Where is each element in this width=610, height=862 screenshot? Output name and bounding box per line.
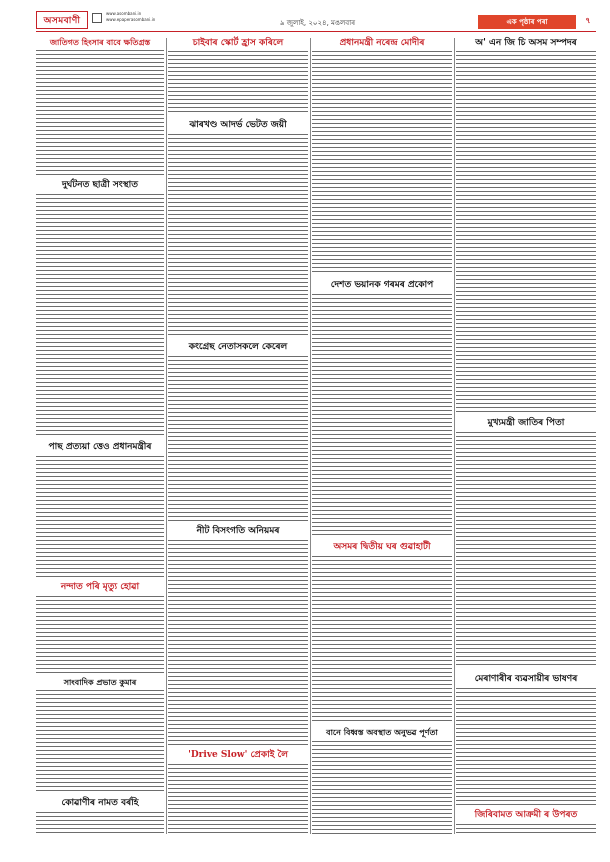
web-icon bbox=[92, 13, 102, 23]
article-body bbox=[36, 456, 164, 578]
article-body bbox=[36, 50, 164, 176]
headline: পাছ প্ৰত্যয়া ত্তেও প্ৰধানমন্ত্ৰীৰ bbox=[48, 442, 152, 452]
column-3 bbox=[312, 38, 452, 834]
headline: সাংবাদিক প্ৰভাত কুমাৰ bbox=[63, 677, 137, 687]
headline: কংগ্ৰেছ নেতাসকলে কেৰেল bbox=[188, 342, 288, 352]
headline: ঝাৰখণ্ড আদৰ্ভ ভেটত জয়ী bbox=[189, 120, 287, 130]
article-body bbox=[168, 764, 308, 834]
article bbox=[312, 542, 452, 552]
headline: মুখ্যমন্ত্ৰী জাতিৰ পিতা bbox=[487, 418, 565, 428]
headline: 'Drive Slow' প্ৰেকাই লৈ bbox=[188, 750, 288, 760]
article bbox=[456, 674, 596, 684]
masthead bbox=[0, 0, 610, 42]
article-body bbox=[36, 812, 164, 834]
article-body bbox=[36, 194, 164, 438]
headline: মেৰাণাৰীৰ ব্যৱসায়ীৰ ভাষণৰ bbox=[474, 674, 578, 684]
article-body bbox=[312, 51, 452, 275]
headline: জিৰিবামত আক্ৰমী ৰ উপৰত bbox=[474, 810, 578, 820]
article bbox=[312, 280, 452, 290]
headline: চাইবাৰ স্কোৰ্ট হ্ৰাস কৰিলে bbox=[192, 38, 284, 48]
headline: জাতিগত হিংসাৰ বাবে ক্ষতিগ্ৰস্ত bbox=[49, 37, 151, 47]
article-body bbox=[36, 596, 164, 674]
article bbox=[456, 38, 596, 48]
column-divider bbox=[166, 38, 167, 834]
article bbox=[168, 38, 308, 48]
column-divider bbox=[310, 38, 311, 834]
article bbox=[456, 418, 596, 428]
issue-date: ৯ জুলাই, ২০২৪, মঙলবাৰ bbox=[280, 19, 356, 27]
article bbox=[36, 678, 164, 687]
article bbox=[312, 38, 452, 48]
column-1 bbox=[36, 38, 164, 834]
article bbox=[36, 442, 164, 452]
article-body bbox=[312, 294, 452, 538]
article-body bbox=[456, 688, 596, 806]
article-body bbox=[456, 51, 596, 413]
article bbox=[168, 750, 308, 760]
headline: বানে বিধ্বস্ত অবস্থাত অনুভৱ পূৰ্ণতা bbox=[326, 727, 438, 737]
article bbox=[36, 798, 164, 808]
article bbox=[168, 342, 308, 352]
column-2 bbox=[168, 38, 308, 834]
website-line-1: www.asombani.in bbox=[106, 11, 142, 16]
continued-banner: এক পৃষ্ঠাৰ পৰা bbox=[478, 15, 576, 29]
article bbox=[168, 120, 308, 130]
article-body bbox=[312, 741, 452, 834]
article bbox=[36, 38, 164, 47]
article bbox=[168, 526, 308, 536]
headline: প্ৰধানমন্ত্ৰী নৰেন্দ্ৰ মোদীৰ bbox=[339, 38, 425, 48]
masthead-rule bbox=[36, 31, 596, 32]
column-divider bbox=[454, 38, 455, 834]
website-links bbox=[106, 11, 155, 23]
article-body bbox=[168, 51, 308, 115]
page-number: ৭ bbox=[585, 16, 591, 25]
newspaper-logo bbox=[36, 11, 88, 29]
headline: নন্দাত পৰি মৃত্যু হোৱা bbox=[60, 582, 140, 592]
website-line-2: www.epaperasombani.in bbox=[106, 17, 156, 22]
logo-text: অসমবাণী bbox=[43, 15, 81, 26]
headline: কোৱাণীৰ নামত বৰ্ৰহি bbox=[61, 798, 139, 808]
article bbox=[36, 582, 164, 592]
headline: দেশত ভয়ানক গৰমৰ প্ৰকোপ bbox=[330, 280, 434, 290]
article-body bbox=[36, 690, 164, 794]
article-body bbox=[312, 556, 452, 722]
article-body bbox=[456, 432, 596, 668]
article-body bbox=[168, 134, 308, 338]
headline: অসমৰ দ্বিতীয় ঘৰ গুৱাহাটী bbox=[333, 542, 431, 552]
headline: অ' এন জি চি অসম সম্পদৰ bbox=[475, 38, 577, 48]
headline: দুৰ্ঘটনত ছাত্ৰী সংস্থাত bbox=[62, 180, 138, 190]
article bbox=[312, 728, 452, 737]
article bbox=[456, 810, 596, 820]
article-body bbox=[456, 824, 596, 834]
headline: নীট বিসংগতি অনিয়মৰ bbox=[196, 526, 280, 536]
article bbox=[36, 180, 164, 190]
column-4 bbox=[456, 38, 596, 834]
article-body bbox=[168, 356, 308, 522]
article-body bbox=[168, 540, 308, 746]
